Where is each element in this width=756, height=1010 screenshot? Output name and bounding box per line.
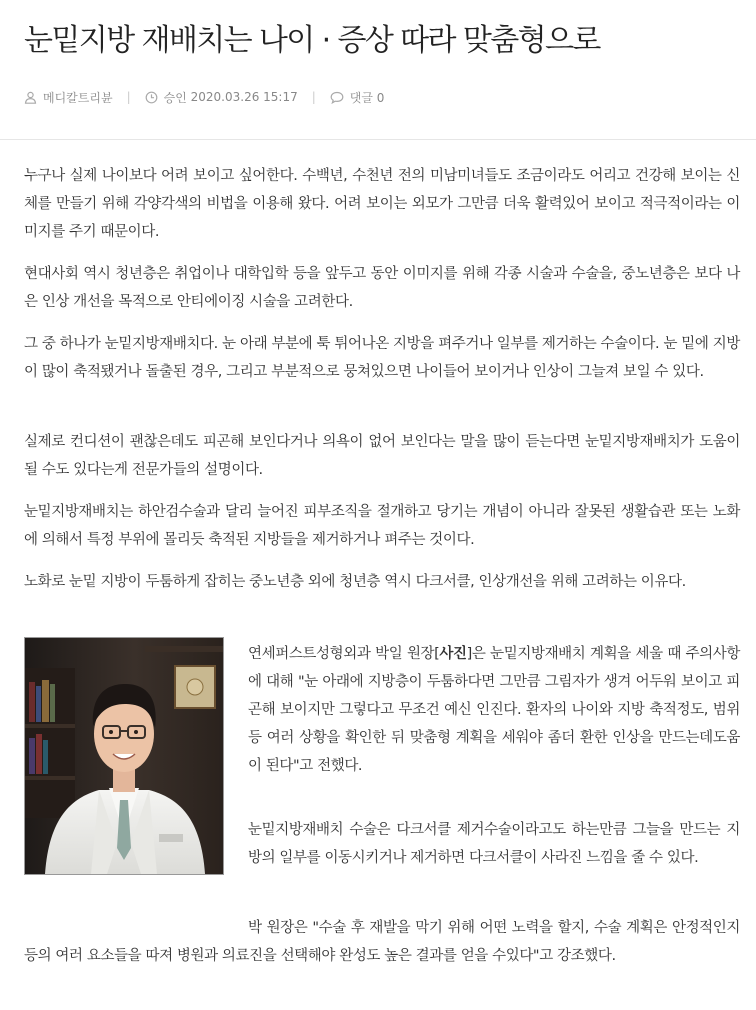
clock-icon xyxy=(145,91,158,104)
publish-datetime: 2020.03.26 15:17 xyxy=(190,90,298,104)
paragraph: 박 원장은 "수술 후 재발을 막기 위해 어떤 노력을 할지, 수술 계획은 안정적인지 등의 여러 요소들을 따져 병원과 의료진을 선택해야 완성도 높은 결과를 얻을 수있다"고 강조했다. xyxy=(24,920,740,964)
comment-count[interactable]: 댓글 0 xyxy=(349,90,385,105)
doctor-photo xyxy=(24,637,224,875)
article-meta xyxy=(24,86,384,108)
meta-comments[interactable] xyxy=(330,89,385,106)
meta-divider: | xyxy=(311,90,316,104)
meta-author xyxy=(24,89,113,106)
person-icon xyxy=(24,91,37,104)
article-title: 눈밑지방 재배치는 나이 · 증상 따라 맞춤형으로 xyxy=(24,23,600,58)
paragraph: 눈밑지방재배치는 하안검수술과 달리 늘어진 피부조직을 절개하고 당기는 개념이 아니라 잘못된 생활습관 또는 노화에 의해서 특정 부위에 몰리듯 축적된 지방들을 제거하거나 펴주는 것이다. xyxy=(24,504,740,548)
closing-paragraph xyxy=(24,914,740,970)
author-name[interactable]: 메디칼트리뷴 xyxy=(43,90,113,105)
meta-date xyxy=(145,89,298,106)
paragraph: 눈밑지방재배치 수술은 다크서클 제거수술이라고도 하는만큼 그늘을 만드는 지방의 일부를 이동시키거나 제거하면 다크서클이 사라진 느낌을 줄 수 있다. xyxy=(248,822,740,866)
paragraph xyxy=(248,640,740,780)
paragraph: 그 중 하나가 눈밑지방재배치다. 눈 아래 부분에 툭 튀어나온 지방을 펴주거나 일부를 제거하는 수술이다. 눈 밑에 지방이 많이 축적됐거나 돌출된 경우, 그리고 부분적으로 뭉쳐있으면 나이들어 보이거나 인상이 그늘져 보일 수 있다. xyxy=(24,336,740,380)
paragraph: 누구나 실제 나이보다 어려 보이고 싶어한다. 수백년, 수천년 전의 미남미녀들도 조금이라도 어리고 건강해 보이는 신체를 만들기 위해 각양각색의 비법을 이용해 왔다. 어려 보이는 외모가 그만큼 더욱 활력있어 보이고 적극적이라는 이미지를 주기 때문이다. xyxy=(24,168,740,240)
quote-before: 연세퍼스트성형외과 박일 원장[ xyxy=(248,646,440,662)
meta-divider: | xyxy=(126,90,131,104)
speech-bubble-icon xyxy=(330,91,344,104)
side-paragraph xyxy=(248,816,740,872)
approved-label: 승인 xyxy=(163,90,187,105)
paragraph: 현대사회 역시 청년층은 취업이나 대학입학 등을 앞두고 동안 이미지를 위해 각종 시술과 수술을, 중노년층은 보다 나은 인상 개선을 목적으로 안티에이징 시술을 고려한다. xyxy=(24,266,740,310)
quote-after: ]은 눈밑지방재배치 계획을 세울 때 주의사항에 대해 "눈 아래에 지방층이 두툼하다면 그만큼 그림자가 생겨 어두워 보이고 피곤해 보이지만 그렇다고 무조건 예신 인진다. 환자의 나이와 지방 축적정도, 범위 등 여러 상황을 확인한 뒤 맞춤형 계획을 세워야 좀더 환한 인상을 만드는데도움이 된다"고 전했다. xyxy=(248,646,740,774)
doctor-portrait-image xyxy=(25,638,223,874)
header-divider xyxy=(0,139,756,140)
photo-reference: 사진 xyxy=(439,646,467,662)
quote-paragraph xyxy=(248,640,740,780)
paragraph: 노화로 눈밑 지방이 두툼하게 잡히는 중노년층 외에 청년층 역시 다크서클, 인상개선을 위해 고려하는 이유다. xyxy=(24,574,686,590)
paragraph: 실제로 컨디션이 괜찮은데도 피곤해 보인다거나 의욕이 없어 보인다는 말을 많이 듣는다면 눈밑지방재배치가 도움이 될 수도 있다는게 전문가들의 설명이다. xyxy=(24,434,740,478)
